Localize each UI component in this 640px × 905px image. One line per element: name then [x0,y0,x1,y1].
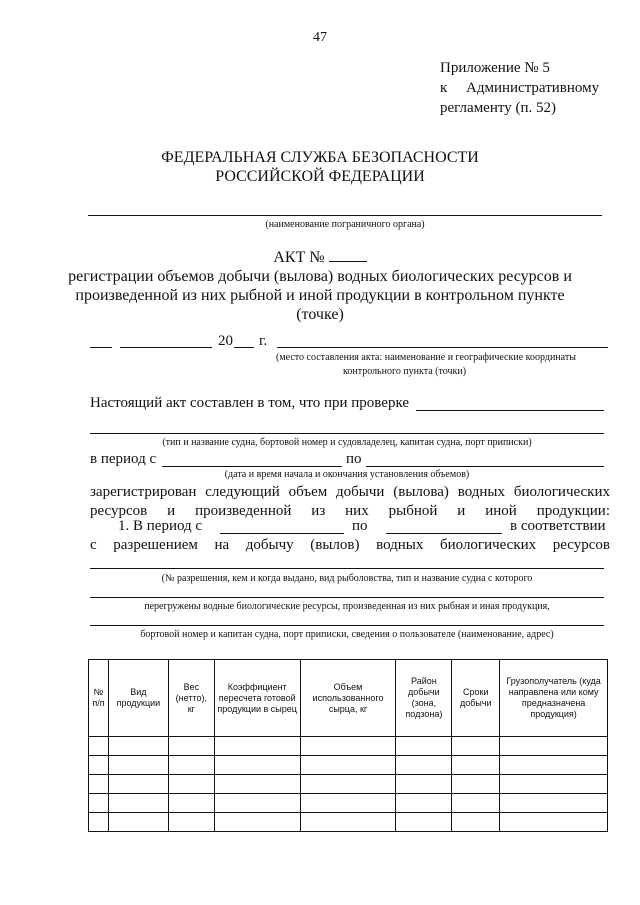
table-cell[interactable] [452,813,500,832]
col-header-conversion-coefficient: Коэффициент пересчета готовой продукции в сырец [214,660,300,737]
table-body [89,737,608,832]
table-cell[interactable] [168,794,214,813]
appendix-line-2 [440,78,599,98]
col-header-number: № п/п [89,660,109,737]
table-cell[interactable] [300,794,396,813]
permit-blank[interactable] [90,568,604,569]
table-cell[interactable] [214,737,300,756]
registered-word: ресурсов [90,503,148,519]
col-header-net-weight: Вес (нетто), кг [168,660,214,737]
appendix-line-2-prefix: к [440,80,448,96]
item1-label: 1. В период с [118,518,203,534]
board-caption: бортовой номер и капитан судна, порт приписки, сведения о пользователе (наименование, адрес) [140,629,554,640]
act-title: АКТ № [273,249,325,266]
registered-word: и [457,503,466,519]
table-cell[interactable] [168,737,214,756]
period-from-blank[interactable] [162,466,342,467]
table-cell[interactable] [500,775,608,794]
table-cell[interactable] [396,737,452,756]
transfer-blank[interactable] [90,597,604,598]
registered-word: рыбной [388,503,438,519]
date-day-blank[interactable] [90,347,112,348]
table-cell[interactable] [452,737,500,756]
appendix-line-2-text: Административному [466,80,600,96]
col-header-consignee: Грузополучатель (куда направлена или кому предназначена продукция) [500,660,608,737]
date-year-blank[interactable] [234,347,254,348]
table-row [89,775,608,794]
place-blank[interactable] [277,347,608,348]
inspection-text: Настоящий акт составлен в том, что при проверке [90,395,410,411]
vessel-caption: (тип и название судна, бортовой номер и судовладелец, капитан судна, порт приписки) [162,437,532,448]
table-cell[interactable] [108,813,168,832]
table-cell[interactable] [214,756,300,775]
table-cell[interactable] [89,737,109,756]
item1-to-blank[interactable] [386,533,502,534]
table-cell[interactable] [300,813,396,832]
agency-line-2: РОССИЙСКОЙ ФЕДЕРАЦИИ [215,168,425,185]
table-cell[interactable] [452,775,500,794]
production-table [88,659,608,832]
table-row [89,756,608,775]
permit-word: добычу [245,537,294,553]
act-subject-line-2: произведенной из них рыбной и иной продукции в контрольном пункте [75,287,565,304]
act-number-blank[interactable] [329,249,367,262]
table-cell[interactable] [452,794,500,813]
permit-line [90,537,610,554]
date-year-prefix: 20 [218,333,233,349]
border-body-caption: (наименование пограничного органа) [265,219,425,230]
table-cell[interactable] [300,756,396,775]
col-header-raw-volume: Объем использованного сырца, кг [300,660,396,737]
place-caption-1: (место составления акта: наименование и географические координаты [276,352,576,363]
period-to-label: по [346,451,362,467]
permit-word: с [90,537,97,553]
appendix-line-3: регламенту (п. 52) [440,100,556,116]
registered-word: произведенной [195,503,292,519]
place-caption-2: контрольного пункта (точки) [343,366,467,377]
col-header-catch-dates: Сроки добычи [452,660,500,737]
table-cell[interactable] [396,775,452,794]
registered-word: них [345,503,369,519]
period-to-blank[interactable] [366,466,604,467]
agency-line-1: ФЕДЕРАЛЬНАЯ СЛУЖБА БЕЗОПАСНОСТИ [161,149,479,166]
table-cell[interactable] [300,737,396,756]
table-cell[interactable] [214,775,300,794]
act-subject-line-1: регистрации объемов добычи (вылова) водных биологических ресурсов и [68,268,572,285]
item1-to-label: по [352,518,368,534]
agency-heading [0,148,640,186]
table-cell[interactable] [168,775,214,794]
inspection-blank[interactable] [416,410,604,411]
appendix-reference [440,58,599,118]
permit-word: биологических [439,537,537,553]
table-cell[interactable] [500,794,608,813]
table-cell[interactable] [214,794,300,813]
table-row [89,737,608,756]
page-number: 47 [313,30,327,45]
table-cell[interactable] [108,794,168,813]
table-cell[interactable] [396,813,452,832]
col-header-catch-area: Район добычи (зона, подзона) [396,660,452,737]
table-header-row [89,660,608,737]
table-cell[interactable] [300,775,396,794]
table-cell[interactable] [500,756,608,775]
transfer-caption: перегружены водные биологические ресурсы, произведенная из них рыбная и иная продукция, [144,601,550,612]
table-cell[interactable] [396,756,452,775]
table-cell[interactable] [500,813,608,832]
item1-end: в соответствии [510,518,606,534]
registered-word: из [311,503,326,519]
table-cell[interactable] [500,737,608,756]
registered-line-1: зарегистрирован следующий объем добычи (вылова) водных биологических [90,484,610,500]
table-cell[interactable] [396,794,452,813]
registered-word: продукции: [536,503,610,519]
col-header-product-type: Вид продукции [108,660,168,737]
act-number-line [0,248,640,267]
registered-word: иной [485,503,517,519]
table-cell[interactable] [89,794,109,813]
permit-word: разрешением [113,537,198,553]
act-title-block [0,248,640,324]
table-cell[interactable] [89,756,109,775]
table-cell[interactable] [452,756,500,775]
date-year-suffix: г. [259,333,268,349]
period-label: в период с [90,451,157,467]
permit-word: (вылов) [310,537,360,553]
permit-word: водных [376,537,424,553]
table-cell[interactable] [214,813,300,832]
table-cell[interactable] [108,737,168,756]
act-subject-line-3: (точке) [296,306,344,323]
date-month-blank[interactable] [120,347,212,348]
appendix-line-1: Приложение № 5 [440,60,550,76]
registered-word: и [167,503,176,519]
table-row [89,794,608,813]
table-cell[interactable] [89,775,109,794]
table-cell[interactable] [108,756,168,775]
vessel-blank[interactable] [90,433,604,434]
table-cell[interactable] [168,813,214,832]
permit-caption: (№ разрешения, кем и когда выдано, вид рыболовства, тип и название судна с которого [161,573,533,584]
permit-word: на [214,537,230,553]
table-row [89,813,608,832]
item1-from-blank[interactable] [220,533,344,534]
period-caption: (дата и время начала и окончания установления объемов) [224,469,470,480]
table-cell[interactable] [168,756,214,775]
permit-word: ресурсов [552,537,610,553]
table-cell[interactable] [108,775,168,794]
board-blank[interactable] [90,625,604,626]
table-cell[interactable] [89,813,109,832]
border-body-line[interactable] [88,215,602,216]
